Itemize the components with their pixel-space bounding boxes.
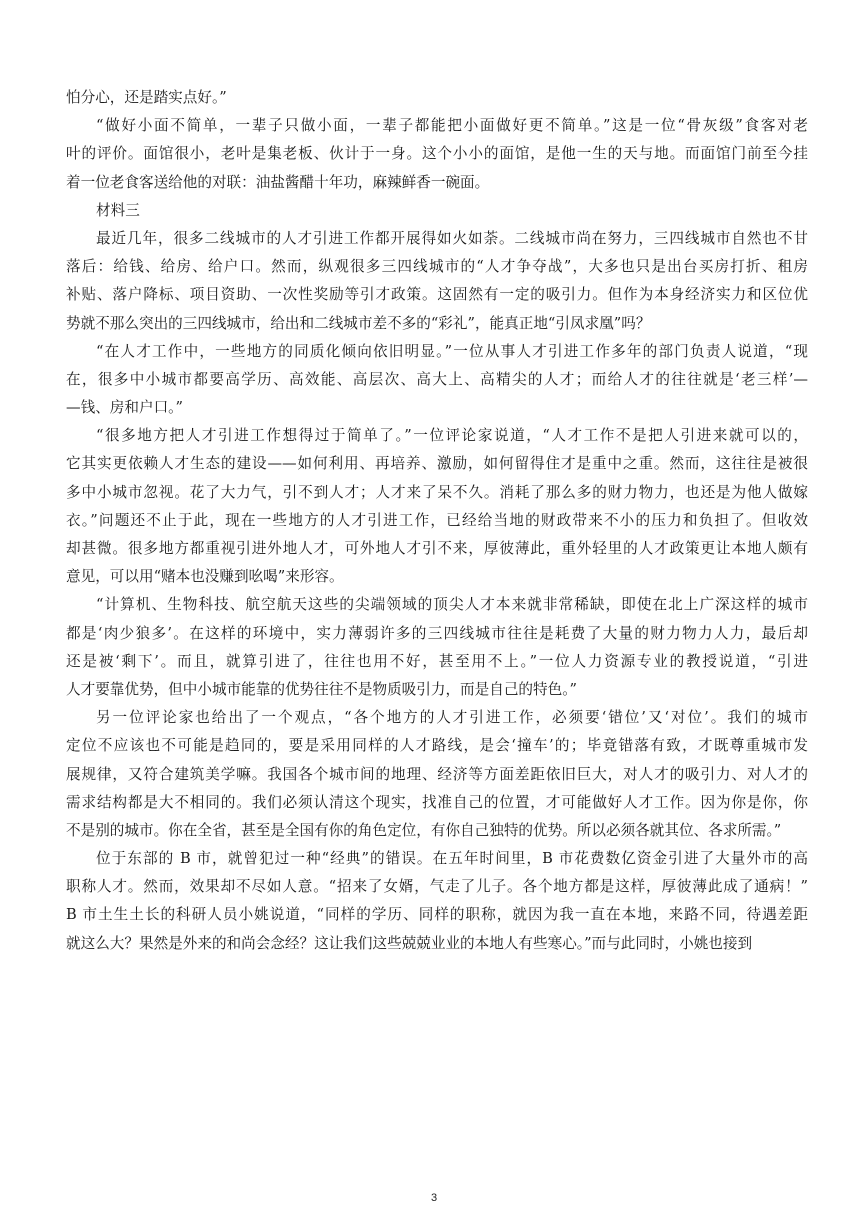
- text-line: 需求结构都是大不相同的。我们必须认清这个现实，找准自己的位置，才可能做好人才工作。因为你是你，你: [66, 793, 808, 811]
- text-line: 多中小城市忽视。花了大力气，引不到人才；人才来了呆不久。消耗了那么多的财力物力，也还是为他人做嫁: [66, 483, 808, 501]
- text-line: 就这么大？果然是外来的和尚会念经？这让我们这些兢兢业业的本地人有些寒心。”而与此同时，小姚也接到: [66, 934, 753, 952]
- paragraph: [66, 112, 808, 197]
- text-line: “计算机、生物科技、航空航天这些的尖端领域的顶尖人才本来就非常稀缺，即使在北上广深这样的城市: [96, 596, 808, 614]
- text-line: 都是‘肉少狼多’。在这样的环境中，实力薄弱许多的三四线城市往往是耗费了大量的财力物力人力，最后却: [66, 624, 808, 642]
- text-line: 叶的评价。面馆很小，老叶是集老板、伙计于一身。这个小小的面馆，是他一生的天与地。而面馆门前至今挂: [66, 145, 808, 163]
- text-line: 职称人才。然而，效果却不尽如人意。“招来了女婿，气走了儿子。各个地方都是这样，厚彼薄此成了通病！”: [66, 878, 808, 896]
- text-line: “在人才工作中，一些地方的同质化倾向依旧明显。”一位从事人才引进工作多年的部门负责人说道，“现: [96, 342, 808, 360]
- paragraph: [66, 197, 808, 225]
- paragraph: [66, 84, 808, 112]
- text-line: B 市土生土长的科研人员小姚说道，“同样的学历、同样的职称，就因为我一直在本地，来路不同，待遇差距: [66, 906, 808, 924]
- paragraph: [66, 845, 808, 958]
- paragraph: [66, 704, 808, 845]
- page-number: 3: [430, 1192, 438, 1204]
- text-line: 势就不那么突出的三四线城市，给出和二线城市差不多的“彩礼”，能真正地“引凤求凰”吗？: [66, 314, 651, 332]
- paragraph: [66, 338, 808, 423]
- text-line: —钱、房和户口。”: [66, 399, 183, 417]
- paragraph: [66, 422, 808, 591]
- text-line: 怕分心，还是踏实点好。”: [66, 89, 227, 106]
- document-page: [66, 84, 808, 958]
- text-line: 最近几年，很多二线城市的人才引进工作都开展得如火如荼。二线城市尚在努力，三四线城市自然也不甘: [96, 229, 808, 247]
- text-line: 却甚微。很多地方都重视引进外地人才，可外地人才引不来，厚彼薄此，重外轻里的人才政策更让本地人颇有: [66, 540, 808, 557]
- text-line: 定位不应该也不可能是趋同的，要是采用同样的人才路线，是会‘撞车’的；毕竟错落有致，才既尊重城市发: [66, 737, 808, 755]
- text-line: 展规律，又符合建筑美学嘛。我国各个城市间的地理、经济等方面差距依旧巨大，对人才的吸引力、对人才的: [66, 765, 808, 783]
- text-line: 落后：给钱、给房、给户口。然而，纵观很多三四线城市的“人才争夺战”，大多也只是出台买房打折、租房: [66, 258, 808, 276]
- text-line: 补贴、落户降标、项目资助、一次性奖励等引才政策。这固然有一定的吸引力。但作为本身经济实力和区位优: [66, 286, 808, 304]
- text-line: 意见，可以用“赌本也没赚到吆喝”来形容。: [66, 568, 344, 586]
- text-line: 位于东部的 B 市，就曾犯过一种“经典”的错误。在五年时间里，B 市花费数亿资金引进了大量外市的高: [96, 850, 808, 868]
- text-line: 还是被‘剩下’。而且，就算引进了，往往也用不好，甚至用不上。”一位人力资源专业的教授说道，“引进: [66, 652, 808, 670]
- text-line: 它其实更依赖人才生态的建设——如何利用、再培养、激励，如何留得住才是重中之重。然而，这往往是被很: [66, 455, 808, 473]
- paragraph: [66, 225, 808, 338]
- text-line: 着一位老食客送给他的对联：油盐酱醋十年功，麻辣鲜香一碗面。: [66, 173, 490, 191]
- text-line: “做好小面不简单，一辈子只做小面，一辈子都能把小面做好更不简单。”这是一位“骨灰级”食客对老: [96, 117, 808, 135]
- text-line: 人才要靠优势，但中小城市能靠的优势往往不是物质吸引力，而是自己的特色。”: [66, 680, 577, 698]
- text-line: 材料三: [96, 201, 140, 219]
- paragraph: [66, 591, 808, 704]
- text-line: “很多地方把人才引进工作想得过于简单了。”一位评论家说道，“人才工作不是把人引进来就可以的，: [96, 427, 808, 445]
- text-line: 不是别的城市。你在全省，甚至是全国有你的角色定位，有你自己独特的优势。所以必须各就其位、各求所需。”: [66, 821, 782, 839]
- text-line: 另一位评论家也给出了一个观点，“各个地方的人才引进工作，必须要‘错位’又‘对位’。我们的城市: [96, 709, 808, 727]
- text-line: 在，很多中小城市都要高学历、高效能、高层次、高大上、高精尖的人才；而给人才的往往就是‘老三样’—: [66, 370, 808, 388]
- text-line: 衣。”问题还不止于此，现在一些地方的人才引进工作，已经给当地的财政带来不小的压力和负担了。但收效: [66, 511, 808, 529]
